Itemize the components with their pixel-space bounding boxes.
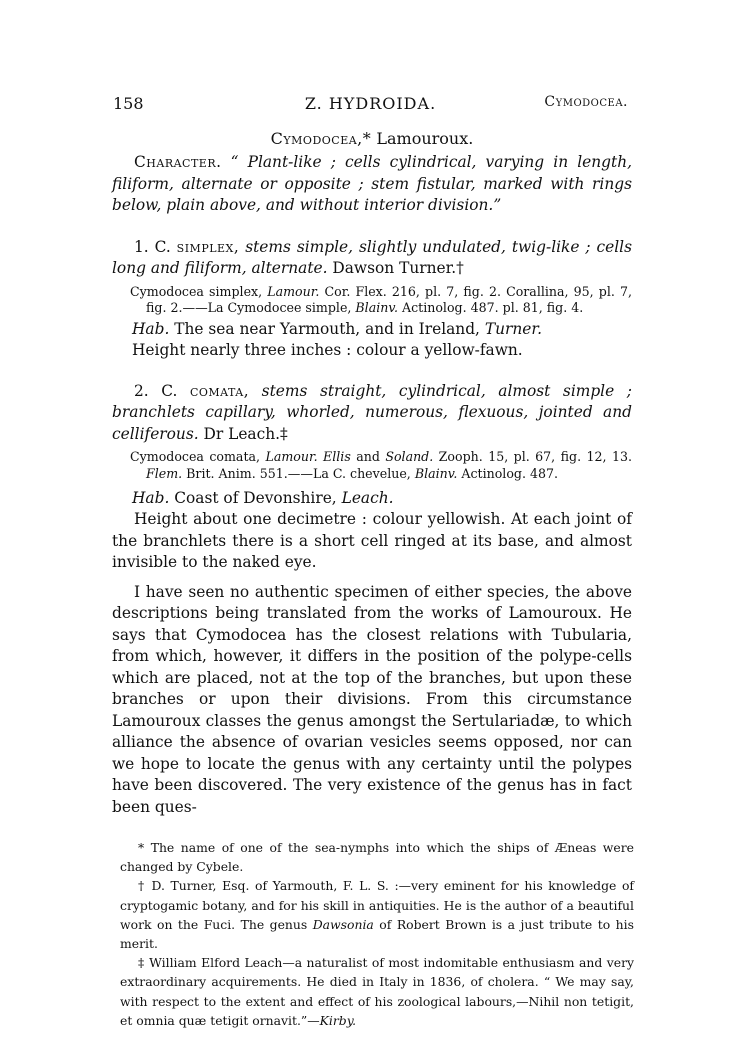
ref-text: Cor. Flex. 216, pl. 7, fig. 2. Corallina, 95, pl. 7, fig. 2.——La Cymodocee simple,	[146, 283, 632, 315]
hab-label: Hab.	[132, 319, 170, 338]
species-1-diagnosis	[112, 237, 632, 280]
footnote-italic: Kirby.	[319, 1012, 357, 1028]
species-1-number: 1. C.	[134, 237, 177, 256]
ref-text: Actinolog. 487.	[457, 465, 559, 481]
footnote-italic: Dawsonia	[312, 916, 374, 932]
species-2-authority: Dr Leach.‡	[198, 424, 288, 443]
page-number: 158	[113, 94, 144, 113]
footnote-text: † D. Turner, Esq. of Yarmouth, F. L. S. :—very eminent for his knowledge of cryptogamic botany, and for his skill in antiquities. He is the author of a beautiful work on the Fuci. The genus	[120, 878, 634, 932]
ref-author: Flem.	[146, 465, 183, 481]
species-2-habitat	[112, 488, 632, 509]
ref-text: and	[350, 449, 386, 464]
ref-text: Cymodocea comata,	[130, 449, 266, 464]
genus-name: Cymodocea,*	[270, 129, 372, 148]
ref-author: Blainv.	[414, 465, 458, 481]
discussion-paragraph: I have seen no authentic specimen of either species, the above descriptions being translated from the works of Lamouroux. He says that Cymodocea has the closest relations with Tubularia, from which, however, it differs in the position of the polype-cells which are placed, not at the top of the branches, but upon these branches or upon their divisions. From this circumstance Lamouroux classes the genus amongst the Sertulariadæ, to which alliance the absence of ovarian vesicles seems opposed, nor can we hope to locate the genus with any certainty until the polypes have been discovered. The very existence of the genus has in fact been ques-	[112, 582, 632, 816]
species-1-description: stems simple, slightly undulated, twig-like ; cells long and filiform, alternate.	[112, 237, 632, 277]
species-2-references	[112, 449, 632, 482]
species-2-size: Height about one decimetre : colour yellowish. At each joint of the branchlets there is a short cell ringed at its base, and almost invisible to the naked eye.	[112, 510, 632, 571]
running-title: Z. HYDROIDA.	[304, 94, 437, 113]
footnote-3	[120, 953, 634, 1030]
footnote-2	[120, 876, 634, 953]
species-2-diagnosis	[112, 381, 632, 446]
ref-text: Zooph. 15, pl. 67, fig. 12, 13.	[433, 449, 632, 464]
character-label: Character.	[134, 153, 222, 171]
ref-author: Blainv.	[355, 300, 398, 315]
species-1-references	[112, 284, 632, 317]
hab-author: Leach.	[341, 489, 394, 507]
species-1-size: Height nearly three inches : colour a yellow-fawn.	[132, 340, 523, 359]
section-title: Cymodocea.	[544, 94, 628, 110]
footnote-text: ‡ William Elford Leach—a naturalist of most indomitable enthusiasm and very extraordinary acquirements. He died in Italy in 1836, of cholera. “ We may say, with respect to the extent and effect of his zoological labours,—Nihil non tetigit, et omnia quæ tetigit ornavit.”—	[120, 955, 634, 1028]
ref-text: Actinolog. 487. pl. 81, fig. 4.	[397, 300, 584, 315]
genus-authority: Lamouroux.	[371, 129, 474, 148]
hab-text: The sea near Yarmouth, and in Ireland,	[169, 319, 485, 338]
species-2-description: stems straight, cylindrical, almost simple ; branchlets capillary, whorled, numerous, flexuous, jointed and celliferous.	[112, 381, 632, 443]
ref-text: Cymodocea simplex,	[130, 283, 268, 299]
hab-label: Hab.	[132, 489, 170, 507]
genus-heading	[112, 128, 632, 150]
footnotes	[120, 838, 634, 1030]
ref-author: Ellis	[323, 449, 351, 464]
ref-text: Brit. Anim. 551.——La C. chevelue,	[182, 465, 415, 481]
ref-author: Lamour.	[267, 283, 320, 299]
character-text: “ Plant-like ; cells cylindrical, varying in length, filiform, alternate or opposite ; stem fistular, marked with rings below, plain above, and without interior division.”	[112, 153, 632, 214]
species-1-name: simplex,	[176, 237, 240, 256]
character-paragraph	[112, 152, 632, 217]
species-entry-1	[112, 237, 632, 361]
running-header	[113, 94, 628, 116]
species-2-name: comata,	[189, 381, 250, 400]
page-body	[112, 128, 632, 818]
footnote-1: * The name of one of the sea-nymphs into which the ships of Æneas were changed by Cybele.	[120, 840, 634, 875]
species-1-habitat	[112, 319, 632, 340]
footnote-text: of Robert Brown is a just tribute to his merit.	[120, 916, 634, 952]
species-1-authority: Dawson Turner.†	[327, 259, 464, 277]
species-entry-2	[112, 381, 632, 574]
hab-text: Coast of Devonshire,	[169, 489, 342, 507]
ref-author: Soland.	[385, 449, 434, 464]
ref-author: Lamour.	[265, 449, 318, 464]
species-2-number: 2. C.	[134, 381, 190, 400]
hab-author: Turner.	[484, 319, 542, 338]
